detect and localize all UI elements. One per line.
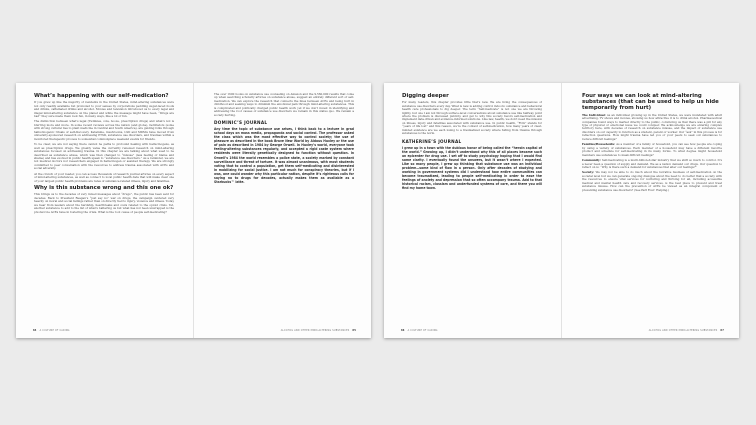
section-heading: Why is this substance wrong and this one ok? [34,185,174,192]
body-paragraph: The distinction between what’s legal (Twinkies, cola, booze, prescription drugs) and what’s not is blurring more and more. In some recent reviews across the nation (and globe), facilitators (some with strong cultural ties to plant medicine in Central and South America), are guiding folks through hallucinogenic rituals of self-discovery. Ketamine, mushrooms, LSD and MDMA have moved from university-sponsored research on addressing PTSD, substance use disorders, and traumas within a monitored therapeutic process to somewhat commonplace weekend events for friends. [34,119,174,141]
running-footer: ALCOHOL AND OTHER MIND-ALTERING SUBSTANCES [280,329,350,332]
list-item [582,143,722,157]
list-item-term: The Individual: [582,112,606,117]
list-item-term: Families/Households: [582,142,616,147]
body-paragraph: The over 1600 books on substance use counseling on Amazon and the 9,560,000 results that come up when searching scholarly articles on substance abuse, suggest an entirely different sort of self-medication. We can explore the research that connects the lines between ACEs and being hurt in childhood and seeking ways to diminish the emotional pain through mind-altering substances. This is complicated and politically charged public health work yet if we don’t invest in identifying and addressing the root causes of substance use disorders we remain in this status quo. We remain a society hurting. [214,93,354,117]
section-heading: Digging deeper [402,93,449,99]
page-footer [30,329,180,334]
journal-title: KATHERINE’S JOURNAL [402,138,462,144]
journal-entry [402,146,542,191]
body-paragraph: To be clear, we are not saying there cannot be paths to profound healing with hallucinogens, as well as prescription drugs. We greatly value the currently renewed research on mind-altering substances focused on addressing trauma. In this chapter we are talking about what used to be described as substance abuse, which was then changed to “misuse” (less feeling of blame and shame) and has evolved in public health speak to “substance use disorders.” As a reminder, we are not medical doctors nor researchers engaged in hallucinogen or assisted therapy. We are strongly committed to peer conversation with the resources to address trauma associated with ACEs and social adversity. [34,142,174,171]
running-footer: ALCOHOL AND OTHER MIND-ALTERING SUBSTANCES [648,329,718,332]
body-paragraph: At the crunch of your reader, you can access thousands of research journal articles on every aspect of mind-altering substances, as well as connect to local public health data that will make clear one of your largest public health problems are rates of substance-related illness, injury and fatalities. [34,171,174,183]
page-footer [398,329,548,334]
list-item-text: As an individual growing up in the United States, we were inundated with adult advertising, TV shows and movies, showing us how attractive it is to drink alcohol. Pharmaceutical companies found ways to market directly to the public, convincing us that there was a pill for any type of physical or emotional issue we could conquer. We acknowledge we are entering complex territory here, with decades of research on substance misuse, and the impact of substance use disorders on our capacity to function as a student, parent or worker. Our “ask” in this process is for reflection questions. How might trauma have led you or your peers to seek out substances to reduce difficult feelings? [582,112,722,141]
page-84 [34,93,174,329]
book-gutter [561,83,562,338]
body-paragraph: This brings us to the decades of very mixed messages about “drugs”, the public has been sent for decades. Back to President Reagan’s “just say no” war on drugs, the campaign centered very heavily on moral and social failings rather than on directly tied to injury, violence and illness. Today we hear from leaders about the hardship, heartbreaks and costs related to the opioid crisis. Yet, another substance to add to the list of what’s battering us but what has not been unwrapped is the pivotal role ACEs have in fostering the crisis. What is the root cause of people self-medicating? [34,192,174,214]
list-item-text: As a member of a family or household, you can see how people are coping by using a variety of substances. Each member of a household may have a different favorite product and schedule for self-medicating in its many forms. To what degree might household members use substances to mask difficult feelings? [582,142,722,157]
list-item [582,114,722,142]
list-item [582,159,722,169]
journal-paragraph: Any time the topic of substance use arises, I think back to a lecture in grad school days on mass media, propaganda and social control. The professor asked the class which was the most effective way to control society; the use of pleasure as described in the book Brave New World by Aldous Huxley or the use of pain as described in 1984 by George Orwell. In Huxley’s world, everyone took feeling-altering substances regularly, and accepted a rigid caste system where residents were literally genetically designed to function without question. In Orwell’s 1984 the world resembles a police state, a society marked by constant surveillance and threat of torture. It was almost unanimous, with most students voting that to control a population, get them self-medicating and disinterested in mobilizing for social justice. I am not much for conspiracy theories, but if I was, one could wonder why this particular nation, despite it’s righteous calls for saying no to drugs for decades, actually makes them as available as a Starbucks™ latte. [214,127,354,184]
body-paragraph: For many readers, this chapter provides little that’s new. We are living the consequences of substance use disorders every day. What is new is adding control indoors: substance and behavioral health care professionals to dig deeper. The term “Self-medicate” is not one we are throwing lightly, but one I am not through surface-level conversations about substance use like halfway point where the problem is discussed publicly, and get to why this society favors self-medication and implement data-driven and evidence-informed solutions. Like law, health, we don’t need the mission on illness, injury and fatalities associated with substance use. In public health, “FOG” stands for “years of life lost” and this reason, we’re the context of self-medication, how many years of clear-minded existence are we each losing to a traumatized society where hiding from trauma through substances is the norm. [402,100,542,136]
page-number: 85 [352,329,356,332]
section-heading: Four ways we can look at mind-altering substances (that can be used to help us hide temporarily from hurt) [582,93,719,112]
left-spread [16,83,371,338]
section-heading: What’s happening with our self-medication? [34,93,169,99]
journal-title: DOMINIC’S JOURNAL [214,120,268,126]
journal-paragraph: I grew up in a town with the dubious honor of being called the “heroin capital of the world.” Growing up, I didn’t understand why this of all places became such an epicenter for drug use. I set off to study psychology hoping that I would find some clarity. I eventually found the answers, but it wasn’t where I expected. Like so many people, I grew up thinking that substance use was an individual problem—some kind of flaw in a person. Only after decades of studying and working in government systems did I understand how entire communities can become traumatized, leading to people self-medicating in order to ease the feelings of anxiety and depression that so often accompany trauma. Add to that historical racism, classism and underfunded systems of care, and there you will find my home town. [402,145,542,191]
page-number: 87 [720,329,724,332]
page-87 [582,93,722,329]
page-number: 86 [401,329,405,332]
body-paragraph: If you grew up like the majority of residents in the United States, mind-altering substances were not only readily available but promoted to your senses by corporations peddling sugar-laced foods and drinks, caffeinated drinks and alcohol. Movies and television introduced us to every legal and illegal mind-altering substance on the planet and while the message might have been, “Drugs are bad” they sure made them look fun, in many ways, like a lot of fun. [34,100,174,119]
running-footer: A CULTURE OF CARING [407,329,438,332]
list-item-text: We may not be able to do much about the lucrative business of self-medication on the societal level but we can generate ongoing dialogue about the need to do better that a society with the resources to ensure vital services for nurturing and thriving for all, including accessible medical and mental health care and recovery services, is the best place to prevent and treat substance misuse. How can the prevention of ACEs be viewed as an integral component of preventing substance use disorders? (See Part Four: Helping.) [582,170,722,192]
list-item-text: Self-medicating is a multi-billion-dollar industry that we shift so much to control. It’s a never been a question of supply and demand. We as a nation demand our drugs. Our question to reflect on is: “Why is there such a demand for substances that alter our feelings?” [582,158,722,169]
page-86 [402,93,542,329]
list-item [582,171,722,192]
right-spread [384,83,739,338]
book-gutter [193,83,194,338]
page-footer [209,329,359,334]
list-item-term: Community: [582,158,601,163]
list-item-term: Society: [582,170,595,175]
journal-entry [214,127,354,184]
page-85 [214,93,354,329]
page-number: 84 [33,329,37,332]
running-footer: A CULTURE OF CARING [39,329,70,332]
page-footer [577,329,727,334]
